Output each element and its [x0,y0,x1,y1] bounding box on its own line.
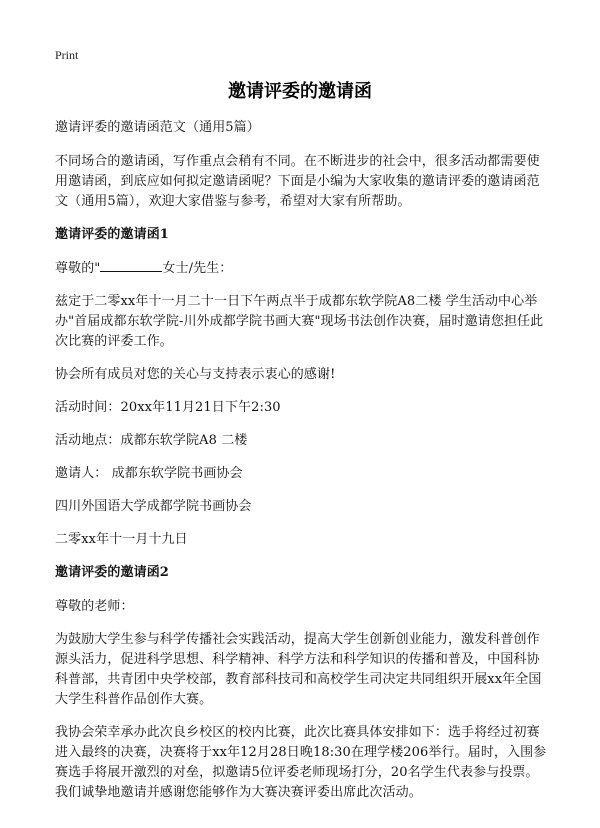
letter2-para1: 为鼓励大学生参与科学传播社会实践活动，提高大学生创新创业能力，激发科普创作源头活力，促进科学思想、科学精神、科学方法和科学知识的传播和普及，中国科协科普部，共青团中央学校部，教育部科技司和高校学生司决定共同组织开展xx年全国大学生科普作品创作大赛。 [55,632,542,707]
letter1-date: 二零xx年十一月十九日 [55,532,188,547]
letter1-salutation [55,259,550,279]
letter2-salutation: 尊敬的老师： [55,599,134,614]
letter1-heading: 邀请评委的邀请函1 [55,227,169,242]
letter2-heading: 邀请评委的邀请函2 [55,565,169,580]
print-link[interactable]: Print [55,48,79,62]
name-blank [100,259,162,272]
letter1-body: 兹定于二零xx年十一月二十一日下午两点半于成都东软学院A8二楼 学生活动中心举办"首届成都东软学院-川外成都学院书画大赛"现场书法创作决赛，届时邀请您担任此次比赛的评委工作。 [55,294,544,349]
letter1-inviter: 邀请人： 成都东软学院书画协会 [55,466,243,481]
document-body [55,118,550,816]
intro-paragraph: 不同场合的邀请函，写作重点会稍有不同。在不断进步的社会中，很多活动都需要使用邀请函，到底应如何拟定邀请函呢？下面是小编为大家收集的邀请评委的邀请函范文（通用5篇），欢迎大家借鉴与参考，希望对大家有所帮助。 [55,154,540,209]
letter2-para2: 我协会荣幸承办此次良乡校区的校内比赛，此次比赛具体安排如下：选手将经过初赛进入最终的决赛，决赛将于xx年12月28日晚18:30在理学楼206举行。届时，入围参赛选手将展开激烈的对垒，拟邀请5位评委老师现场打分，20名学生代表参与投票。我们诚挚地邀请并感谢您能够作为大赛决赛评委出席此次活动。 [55,725,547,800]
salutation-prefix: 尊敬的" [55,261,101,276]
letter1-time: 活动时间：20xx年11月21日下午2:30 [55,400,281,415]
document-subtitle: 邀请评委的邀请函范文（通用5篇） [55,120,260,135]
page-title: 邀请评委的邀请函 [228,81,372,102]
letter1-place: 活动地点：成都东软学院A8 二楼 [55,433,248,448]
letter1-thanks: 协会所有成员对您的关心与支持表示衷心的感谢! [55,367,336,382]
letter1-inviter2: 四川外国语大学成都学院书画协会 [55,499,252,514]
salutation-suffix: 女士/先生： [162,261,233,276]
